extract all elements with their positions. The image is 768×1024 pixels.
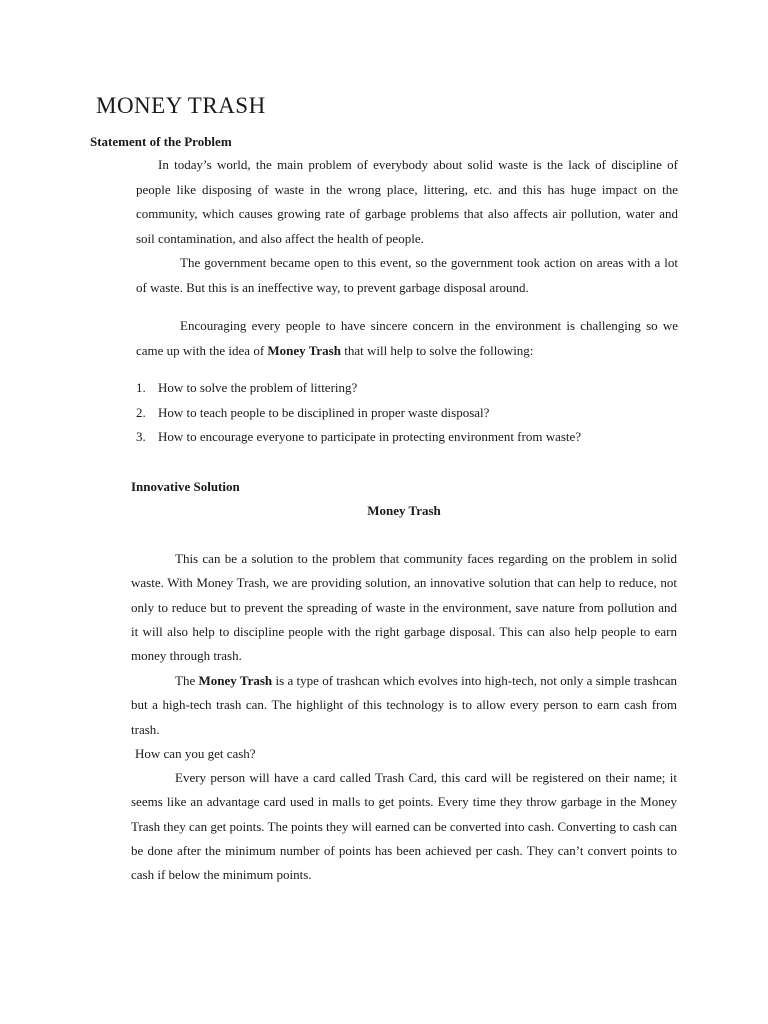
paragraph-encouraging: Encouraging every people to have sincere concern in the environment is challenging so we came up with the idea of Money Trash that will help to solve the following: [136, 318, 678, 358]
section-heading-statement: Statement of the Problem [90, 134, 232, 149]
paragraph-solution: This can be a solution to the problem that community faces regarding on the problem in solid waste. With Money Trash, we are providing solution, an innovative solution that can help to reduce, not only to reduce but to prevent the spreading of waste in the environment, save nature from pollution and it will also help to discipline people with the right garbage disposal. This can also help people to earn money through trash. [131, 551, 677, 664]
section-subtitle: Money Trash [367, 503, 441, 518]
list-item: 1. How to solve the problem of littering? [136, 380, 358, 395]
paragraph-trash-card: Every person will have a card called Trash Card, this card will be registered on their name; it seems like an advantage card used in malls to get points. Every time they throw garbage in the Money Trash they can get points. The points they will earned can be converted into cash. Converting to cash can be done after the minimum number of points has been achieved per cash. They can’t convert points to cash if below the minimum points. [131, 770, 677, 883]
list-item: 2. How to teach people to be disciplined in proper waste disposal? [136, 404, 490, 420]
paragraph-government: The government became open to this event, so the government took action on areas with a lot of waste. But this is an ineffective way, to prevent garbage disposal around. [136, 255, 678, 295]
money-trash-emphasis: Money Trash [198, 673, 273, 688]
document-title: MONEY TRASH [96, 93, 266, 118]
question-list [136, 376, 581, 450]
paragraph-description: The Money Trash is a type of trashcan which evolves into high-tech, not only a simple trashcan but a high-tech trash can. The highlight of this technology is to allow every person to earn cash from trash. [131, 673, 677, 737]
list-item: 3. How to encourage everyone to participate in protecting environment from waste? [136, 429, 582, 444]
paragraph-problem: In today’s world, the main problem of everybody about solid waste is the lack of discipline of people like disposing of waste in the wrong place, littering, etc. and this has huge impact on the community, which causes growing rate of garbage problems that also affects air pollution, water and soil contamination, and also affect the health of people. [136, 157, 678, 246]
question-line: How can you get cash? [135, 746, 256, 761]
section-heading-innovative: Innovative Solution [131, 479, 240, 494]
money-trash-emphasis: Money Trash [267, 342, 341, 358]
